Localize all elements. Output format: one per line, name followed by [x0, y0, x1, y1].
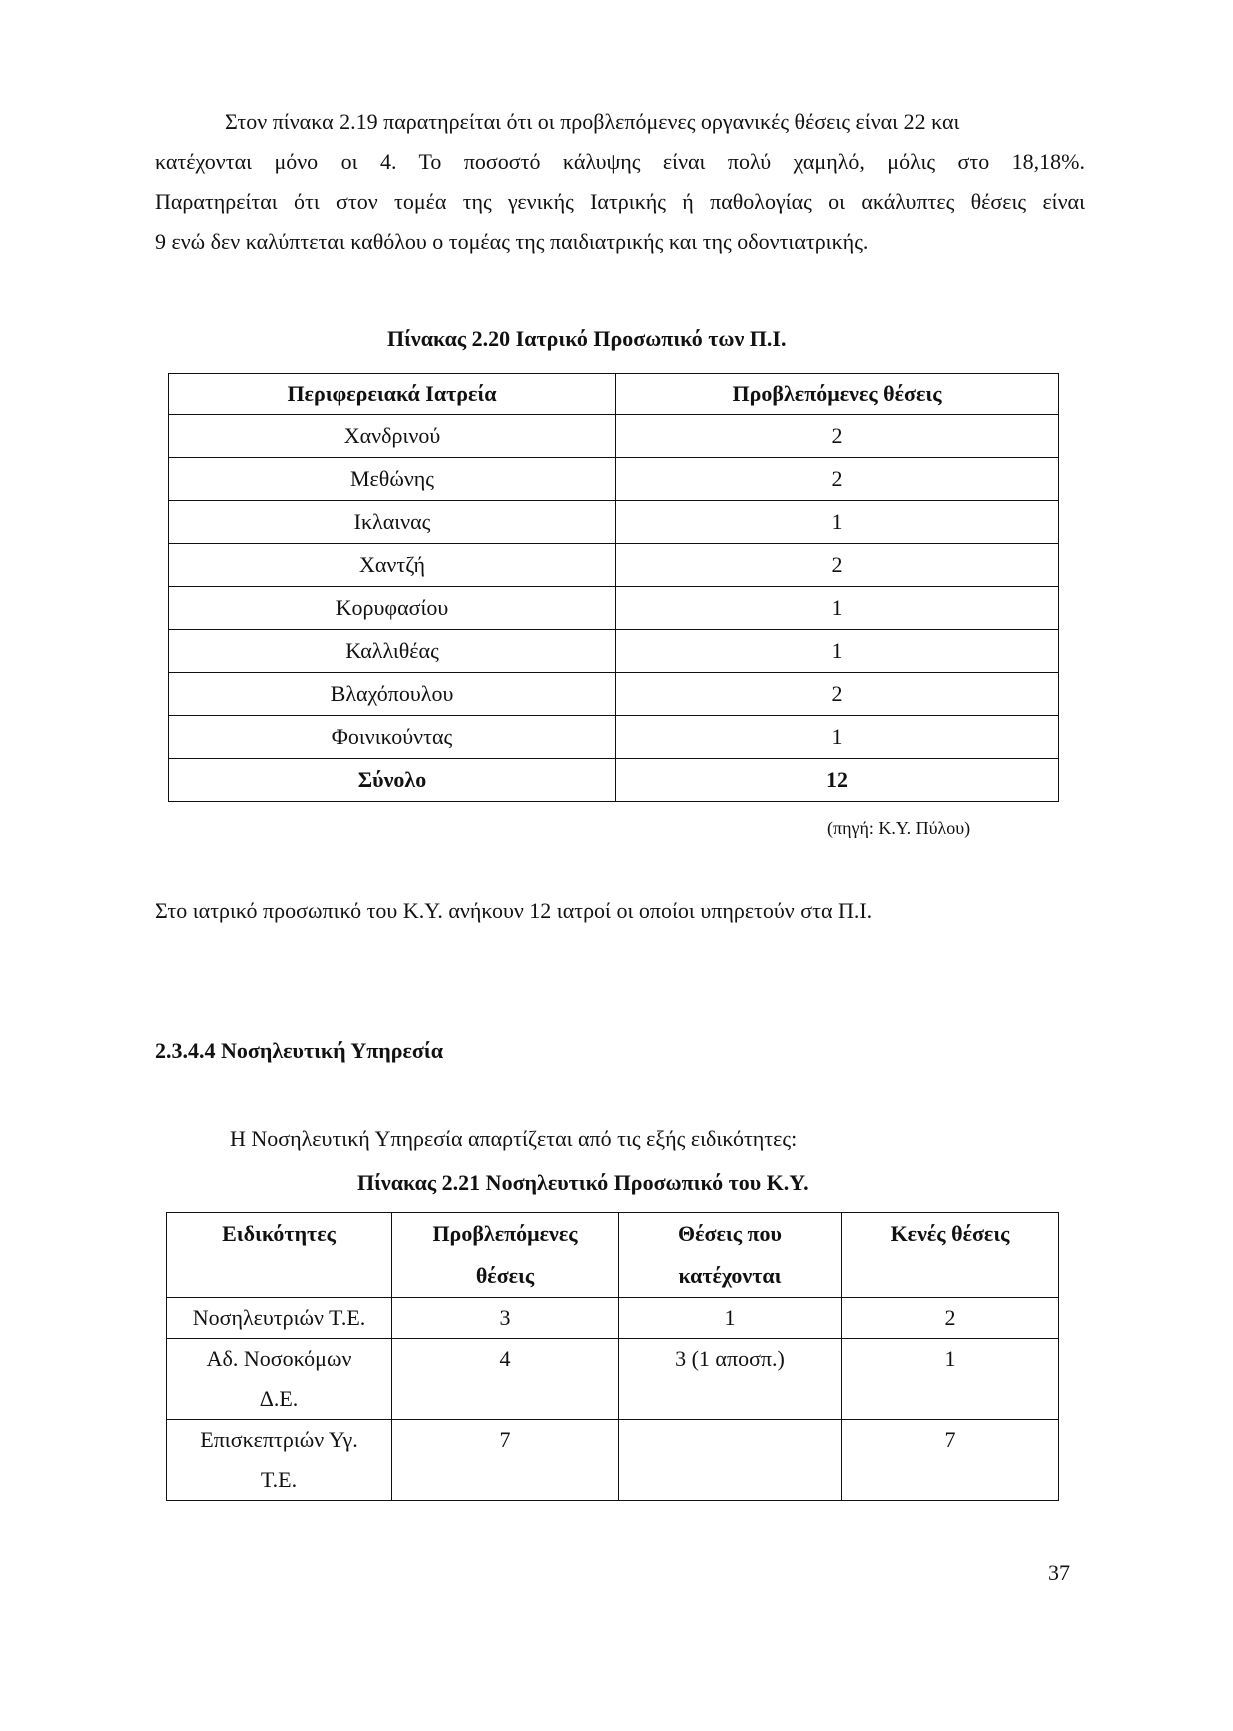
cell-line: 1: [724, 1305, 736, 1330]
table-row: [169, 630, 1059, 673]
table-cell: Ικλαινας: [169, 501, 616, 544]
cell-line: 4: [499, 1346, 511, 1371]
intro-line-3: Παρατηρείται ότι στον τομέα της γενικής Ιατρικής ή παθολογίας οι ακάλυπτες θέσεις είναι: [155, 189, 1085, 214]
cell-line: Δ.Ε.: [259, 1386, 299, 1411]
section-heading: 2.3.4.4 Νοσηλευτική Υπηρεσία: [155, 1038, 443, 1063]
cell-line: 3 (1 αποσπ.): [675, 1346, 785, 1371]
table-cell: 1: [616, 630, 1059, 673]
table-row: [167, 1420, 1059, 1501]
table-cell: Κορυφασίου: [169, 587, 616, 630]
table1-source: (πηγή: Κ.Υ. Πύλου): [827, 818, 971, 838]
table-cell: [167, 1339, 392, 1420]
table-cell: Σύνολο: [169, 759, 616, 802]
table1-caption: Πίνακας 2.20 Ιατρικό Προσωπικό των Π.Ι.: [387, 326, 787, 351]
cell-line: Νοσηλευτριών Τ.Ε.: [192, 1305, 366, 1330]
table-cell: Χανδρινού: [169, 415, 616, 458]
table-row: [167, 1339, 1059, 1420]
table-cell: [392, 1420, 619, 1501]
header-line: Θέσεις που: [678, 1221, 782, 1246]
header-line: Προβλεπόμενες: [432, 1221, 578, 1246]
table-row: [169, 716, 1059, 759]
table-cell: Φοινικούντας: [169, 716, 616, 759]
after-table1-text: Στο ιατρικό προσωπικό του Κ.Υ. ανήκουν 12 ιατροί οι οποίοι υπηρετούν στα Π.Ι.: [155, 898, 873, 923]
table-cell: [619, 1298, 842, 1339]
table-header-cell: [842, 1213, 1059, 1298]
table-row: [169, 458, 1059, 501]
cell-line: 7: [944, 1427, 956, 1452]
table-cell: 2: [616, 673, 1059, 716]
table-cell: Καλλιθέας: [169, 630, 616, 673]
table-cell: [842, 1420, 1059, 1501]
table-header-cell: [167, 1213, 392, 1298]
table-cell: 12: [616, 759, 1059, 802]
table-cell: 1: [616, 716, 1059, 759]
header-line: θέσεις: [475, 1263, 535, 1288]
cell-line: Αδ. Νοσοκόμων: [206, 1346, 352, 1371]
header-line: Κενές θέσεις: [890, 1221, 1010, 1246]
table-cell: 2: [616, 415, 1059, 458]
cell-line: 2: [944, 1305, 956, 1330]
table-row: [169, 501, 1059, 544]
table-cell: 1: [616, 501, 1059, 544]
table-cell: [842, 1298, 1059, 1339]
cell-line: 3: [499, 1305, 511, 1330]
cell-line: Επισκεπτριών Υγ.: [200, 1427, 358, 1452]
page-number: 37: [1048, 1560, 1070, 1585]
table-cell: [167, 1420, 392, 1501]
table-cell: [167, 1298, 392, 1339]
section-text: Η Νοσηλευτική Υπηρεσία απαρτίζεται από τις εξής ειδικότητες:: [230, 1126, 798, 1151]
table-header-cell: [619, 1213, 842, 1298]
table-cell: [392, 1339, 619, 1420]
table-cell: 2: [616, 458, 1059, 501]
table-cell: [392, 1298, 619, 1339]
header-line: Ειδικότητες: [222, 1221, 336, 1246]
table-row: [167, 1298, 1059, 1339]
header-line: κατέχονται: [678, 1263, 782, 1288]
table-cell: Μεθώνης: [169, 458, 616, 501]
table-header-row: [167, 1213, 1059, 1298]
intro-paragraph: [155, 102, 1085, 262]
table-header-cell: Περιφερειακά Ιατρεία: [169, 374, 616, 415]
table-cell: Χαντζή: [169, 544, 616, 587]
cell-line: Τ.Ε.: [260, 1467, 298, 1492]
table-cell: [619, 1339, 842, 1420]
intro-line-2: κατέχονται μόνο οι 4. Το ποσοστό κάλυψης είναι πολύ χαμηλό, μόλις στο 18,18%.: [155, 149, 1085, 174]
table-total-row: [169, 759, 1059, 802]
cell-line: 7: [499, 1427, 511, 1452]
table-cell: Βλαχόπουλου: [169, 673, 616, 716]
table2-caption: Πίνακας 2.21 Νοσηλευτικό Προσωπικό του Κ.Υ.: [357, 1170, 809, 1195]
table-row: [169, 587, 1059, 630]
intro-line-4: 9 ενώ δεν καλύπτεται καθόλου ο τομέας της παιδιατρικής και της οδοντιατρικής.: [155, 229, 869, 254]
table-row: [169, 415, 1059, 458]
intro-line-1: Στον πίνακα 2.19 παρατηρείται ότι οι προβλεπόμενες οργανικές θέσεις είναι 22 και: [225, 109, 960, 134]
cell-line: 1: [944, 1346, 956, 1371]
medical-staff-table: [168, 373, 1059, 802]
table-row: [169, 544, 1059, 587]
table-header-cell: [392, 1213, 619, 1298]
table-row: [169, 673, 1059, 716]
table-header-row: [169, 374, 1059, 415]
table-cell: [619, 1420, 842, 1501]
nursing-staff-table: [166, 1212, 1059, 1501]
table-cell: 2: [616, 544, 1059, 587]
table-header-cell: Προβλεπόμενες θέσεις: [616, 374, 1059, 415]
table-cell: [842, 1339, 1059, 1420]
table-cell: 1: [616, 587, 1059, 630]
